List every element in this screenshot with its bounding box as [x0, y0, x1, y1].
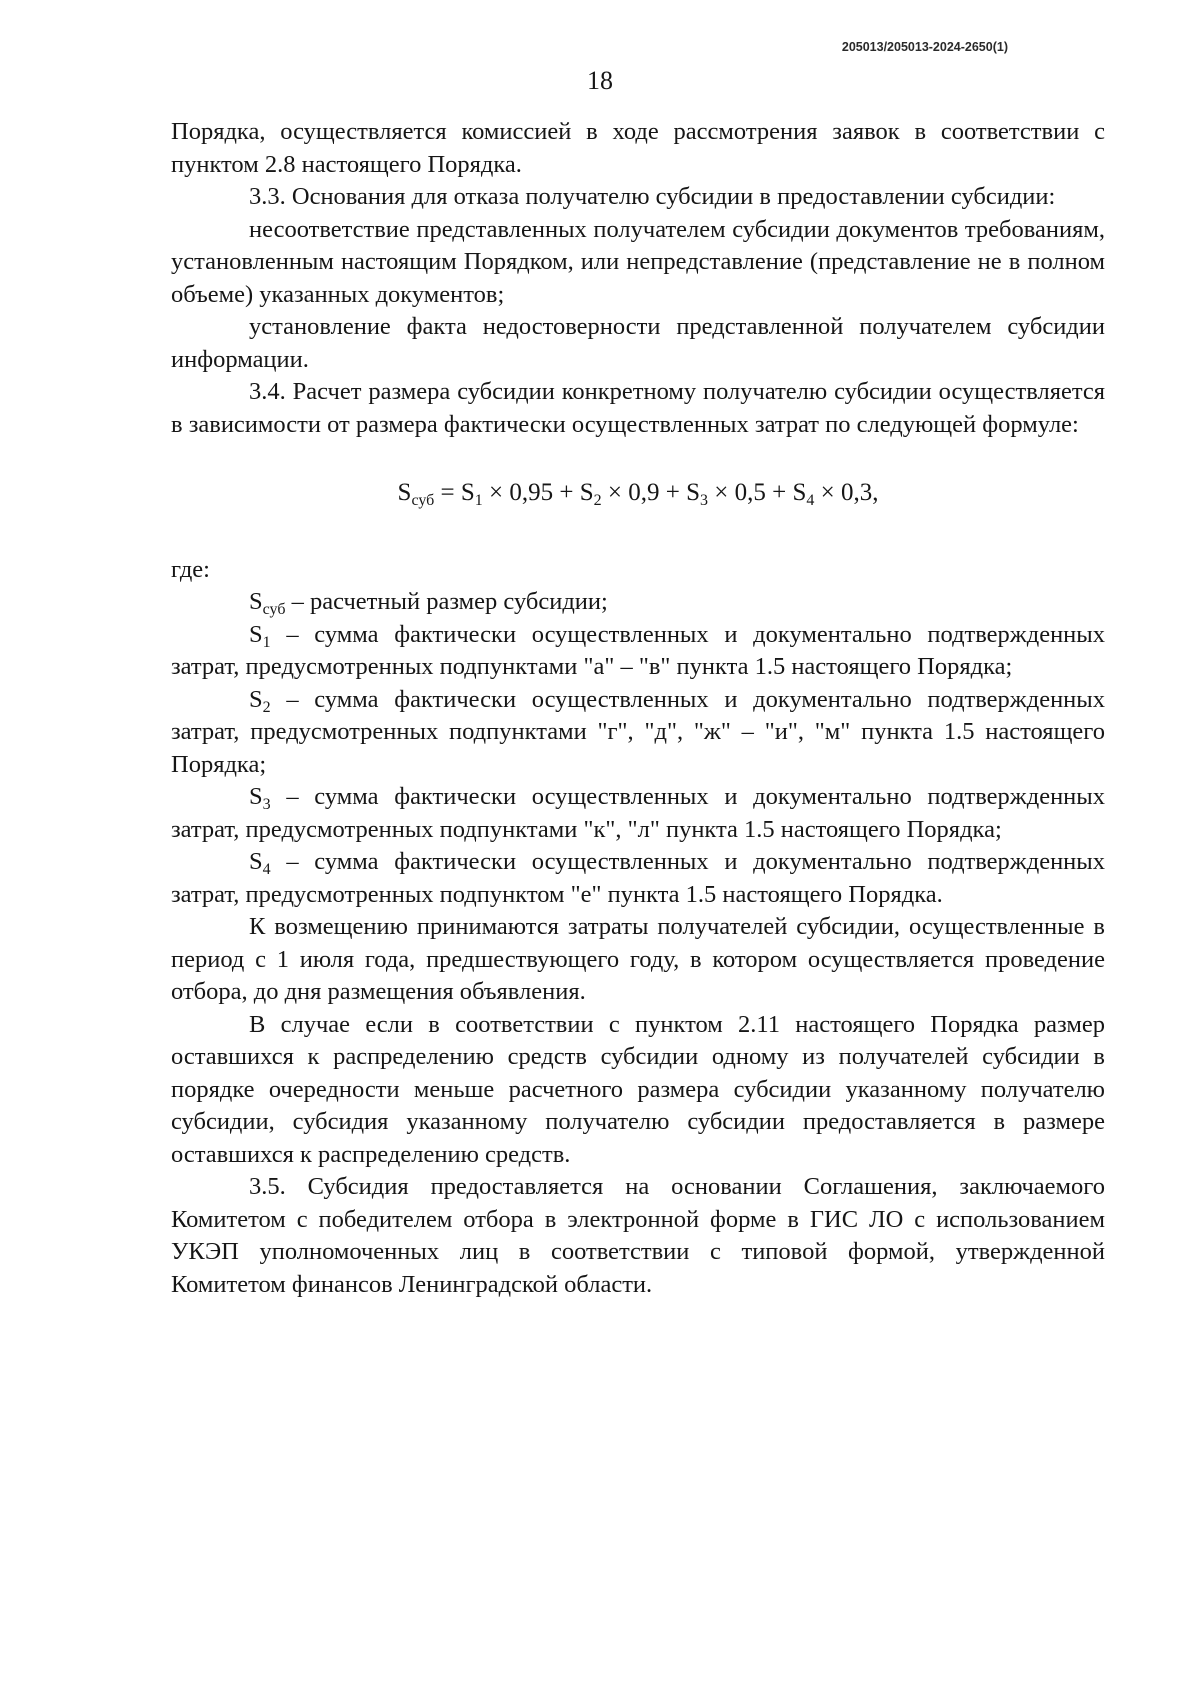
- formula-symbol: S: [579, 479, 594, 506]
- document-number: 205013/205013-2024-2650(1): [841, 40, 1008, 54]
- definition-text: – сумма фактически осуществленных и документально подтвержденных затрат, предусмотренных подпунктами "а" – "в" пункта 1.5 настоящего Порядка;: [171, 620, 1105, 680]
- formula-symbol: S: [686, 479, 700, 506]
- formula-term: × 0,5 +: [708, 479, 793, 506]
- paragraph-3-4: 3.4. Расчет размера субсидии конкретному получателю субсидии осуществляется в зависимости от размера фактически осуществленных затрат по следующей формуле:: [171, 378, 1105, 438]
- definition-symbol: S: [249, 620, 263, 648]
- definition-text: – сумма фактически осуществленных и документально подтвержденных затрат, предусмотренных подпунктами "к", "л" пункта 1.5 настоящего Порядка;: [171, 783, 1105, 843]
- paragraph-remaining-funds: В случае если в соответствии с пунктом 2.11 настоящего Порядка размер оставшихся к распределению средств субсидии одному из получателей субсидии в порядке очередности меньше расчетного размера субсидии указанному получателю субсидии, субсидия указанному получателю субсидии предоставляется в размере оставшихся к распределению средств.: [171, 1010, 1105, 1168]
- definition-symbol: S: [249, 783, 263, 810]
- definition-index: суб: [262, 601, 286, 618]
- definition-symbol: S: [249, 848, 263, 875]
- definition-s-sub: [171, 586, 1105, 619]
- definition-symbol: S: [249, 588, 263, 615]
- formula-term: × 0,95 +: [482, 479, 580, 506]
- page-number: 18: [587, 66, 613, 95]
- formula-term: × 0,9 +: [601, 479, 687, 506]
- definition-s1: [171, 619, 1105, 684]
- formula-index: 2: [593, 492, 602, 509]
- definition-text: – сумма фактически осуществленных и документально подтвержденных затрат, предусмотренных подпунктами "г", "д", "ж" – "и", "м" пункта 1.5 настоящего Порядка;: [171, 685, 1105, 778]
- formula-symbol: S: [397, 479, 412, 506]
- formula-term: × 0,3,: [814, 479, 879, 506]
- definition-s2: [171, 684, 1105, 782]
- definition-index: 2: [262, 698, 271, 716]
- formula-index: 4: [806, 492, 815, 509]
- definition-text: – сумма фактически осуществленных и документально подтвержденных затрат, предусмотренных подпунктом "е" пункта 1.5 настоящего Порядка.: [171, 848, 1105, 908]
- formula-term: =: [434, 479, 461, 506]
- paragraph-3-5: 3.5. Субсидия предоставляется на основании Соглашения, заключаемого Комитетом с победителем отбора в электронной форме в ГИС ЛО с использованием УКЭП уполномоченных лиц в соответствии с типовой формой, утвержденной Комитетом финансов Ленинградской области.: [171, 1173, 1105, 1298]
- paragraph-refusal-reason-2: установление факта недостоверности представленной получателем субсидии информации.: [171, 313, 1105, 373]
- definition-index: 4: [262, 861, 271, 878]
- definition-text: – расчетный размер субсидии;: [285, 588, 608, 615]
- subsidy-formula: [171, 477, 1105, 510]
- paragraph-reimbursement-period: К возмещению принимаются затраты получателей субсидии, осуществленные в период с 1 июля года, предшествующего году, в котором осуществляется проведение отбора, до дня размещения объявления.: [171, 913, 1105, 1005]
- document-body: [171, 116, 1105, 1301]
- paragraph-3-3: 3.3. Основания для отказа получателю субсидии в предоставлении субсидии:: [249, 183, 1056, 210]
- definition-index: 3: [262, 796, 271, 813]
- definition-s3: [171, 781, 1105, 846]
- formula-index: суб: [411, 492, 435, 509]
- definition-s4: [171, 846, 1105, 911]
- definition-index: 1: [262, 633, 271, 651]
- formula-index: 3: [700, 492, 708, 509]
- formula-index: 1: [474, 492, 483, 509]
- paragraph-continuation: Порядка, осуществляется комиссией в ходе рассмотрения заявок в соответствии с пунктом 2.8 настоящего Порядка.: [171, 118, 1105, 178]
- definition-symbol: S: [249, 685, 263, 713]
- paragraph-refusal-reason-1: несоответствие представленных получателем субсидии документов требованиям, установленным настоящим Порядком, или непредставление (представление не в полном объеме) указанных документов;: [171, 215, 1105, 308]
- formula-symbol: S: [792, 479, 807, 506]
- where-label: где:: [171, 555, 210, 583]
- formula-symbol: S: [460, 479, 475, 506]
